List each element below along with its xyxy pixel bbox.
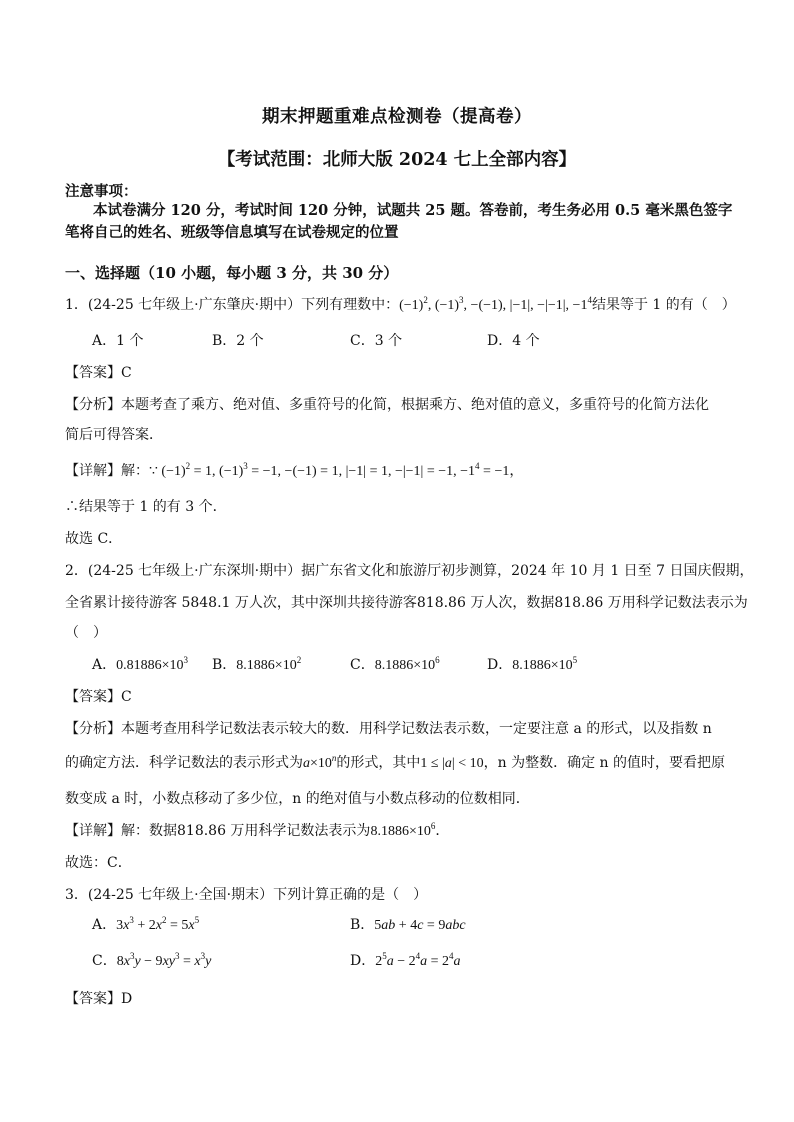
q2-choose: 故选：C． <box>65 855 132 871</box>
page-title: 期末押题重难点检测卷（提高卷） <box>262 107 532 127</box>
q1-stem: 1．(24-25 七年级上·广东肇庆·期中）下列有理数中：$(-1)^2$, $(-1)^3$, −(−1), |−1|, −|−1|, $-1^4$结果等于 1 的有（ ） <box>65 295 736 313</box>
q3-answer: 【答案】D <box>65 991 133 1007</box>
notes-heading: 注意事项： <box>65 183 138 200</box>
q1-choose: 故选 C． <box>65 531 123 547</box>
q1-detail: 【详解】解：∵ $(-1)^2 = 1$, $(-1)^3 = -1$, −(−1) = 1, |−1| = 1, −|−1| = −1, $-1^4 = -1$， <box>65 461 524 479</box>
q2-stem-cont: 全省累计接待游客 5848.1 万人次，其中深圳共接待游客818.86 万人次，数据818.86 万用科学记数法表示为 <box>65 595 748 611</box>
q1-option-a[interactable]: A．1 个 <box>92 333 144 349</box>
q2-detail: 【详解】解：数据818.86 万用科学记数法表示为$8.1886\times 10^6$． <box>65 821 450 839</box>
q1-option-c[interactable]: C．3 个 <box>350 333 403 349</box>
q2-option-a[interactable]: A．$0.81886\times 10^3$ <box>92 655 189 673</box>
section-heading: 一、选择题（10 小题，每小题 3 分，共 30 分） <box>65 264 399 282</box>
q2-answer: 【答案】C <box>65 689 132 705</box>
q2-stem: 2．(24-25 七年级上·广东深圳·期中）据广东省文化和旅游厅初步测算，2024 年 10 月 1 日至 7 日国庆假期， <box>65 563 754 579</box>
q1-analysis-cont: 简后可得答案． <box>65 427 163 443</box>
q3-option-b[interactable]: B．5ab + 4c = 9abc <box>350 917 466 933</box>
q2-analysis-end: 数变成 a 时，小数点移动了多少位，n 的绝对值与小数点移动的位数相同． <box>65 791 530 807</box>
q3-option-a[interactable]: A．$3x^3 + 2x^2 = 5x^5$ <box>92 915 200 933</box>
q2-option-b[interactable]: B．$8.1886\times 10^2$ <box>212 655 302 673</box>
q2-analysis-cont: 的确定方法．科学记数法的表示形式为$a\times 10^n$的形式，其中1 ≤ |a| < 10，n 为整数．确定 n 的值时，要看把原 <box>65 753 725 771</box>
q1-answer: 【答案】C <box>65 365 132 381</box>
q1-option-b[interactable]: B．2 个 <box>212 333 264 349</box>
q2-stem-bracket: （ ） <box>65 625 107 641</box>
q3-option-c[interactable]: C．$8x^3y - 9xy^3 = x^3y$ <box>92 951 212 969</box>
q1-result: ∴结果等于 1 的有 3 个． <box>65 499 227 515</box>
q1-analysis: 【分析】本题考查了乘方、绝对值、多重符号的化简，根据乘方、绝对值的意义，多重符号的化简方法化 <box>65 397 709 413</box>
q2-option-d[interactable]: D．$8.1886\times 10^5$ <box>487 655 578 673</box>
q3-option-d[interactable]: D．$2^5a - 2^4a = 2^4a$ <box>350 951 461 969</box>
q2-option-c[interactable]: C．$8.1886\times 10^6$ <box>350 655 440 673</box>
exam-scope: 【考试范围：北师大版 2024 七上全部内容】 <box>217 150 577 170</box>
q1-expression: $(-1)^2$, $(-1)^3$, −(−1), |−1|, −|−1|, $-1^4$ <box>399 295 592 313</box>
q3-stem: 3．(24-25 七年级上·全国·期末）下列计算正确的是（ ） <box>65 887 428 903</box>
q1-option-d[interactable]: D．4 个 <box>487 333 540 349</box>
notes-body: 本试卷满分 120 分，考试时间 120 分钟，试题共 25 题。答卷前，考生务必用 0.5 毫米黑色签字笔将自己的姓名、班级等信息填写在试卷规定的位置 <box>65 202 733 241</box>
q1-detail-math: ∵ $(-1)^2 = 1$, $(-1)^3 = -1$, −(−1) = 1, |−1| = 1, −|−1| = −1, $-1^4 = -1$， <box>149 461 524 479</box>
q2-analysis: 【分析】本题考查用科学记数法表示较大的数．用科学记数法表示数，一定要注意 a 的形式，以及指数 n <box>65 721 712 737</box>
